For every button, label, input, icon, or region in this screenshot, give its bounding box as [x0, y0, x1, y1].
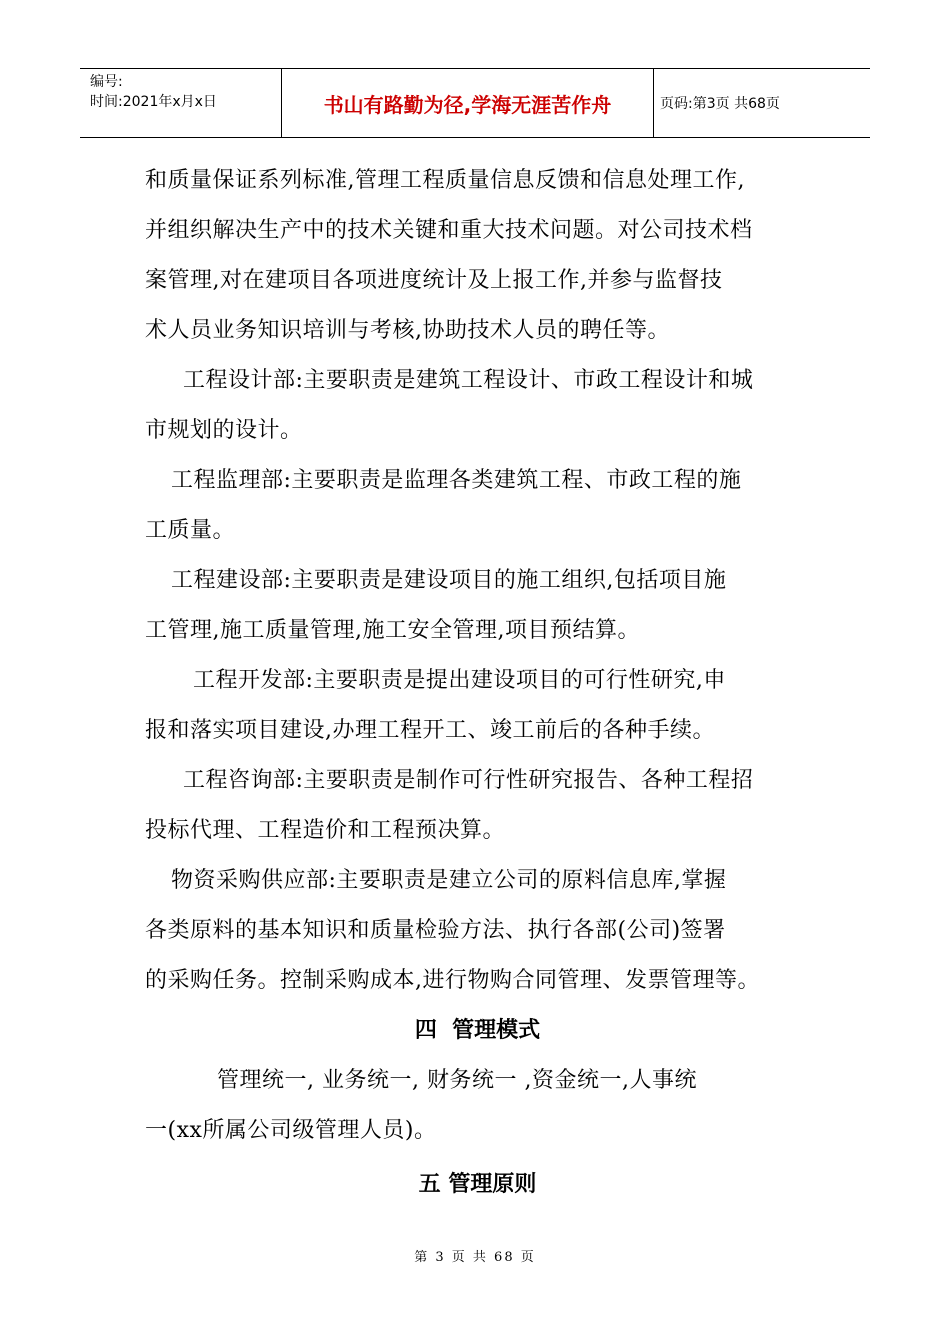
header-motto: 书山有路勤为径,学海无涯苦作舟	[282, 69, 654, 137]
body-line: 工程建设部:主要职责是建设项目的施工组织,包括项目施	[171, 568, 727, 593]
page-footer: 第 3 页 共 68 页	[414, 1250, 536, 1265]
body-line: 物资采购供应部:主要职责是建立公司的原料信息库,掌握	[171, 868, 727, 893]
body-line: 一(xx所属公司级管理人员)。	[145, 1118, 437, 1143]
section-heading-5: 五 管理原则	[418, 1172, 537, 1197]
body-line: 工管理,施工质量管理,施工安全管理,项目预结算。	[145, 618, 640, 643]
body-line: 管理统一, 业务统一, 财务统一 ,资金统一,人事统	[217, 1068, 697, 1093]
body-line: 工程咨询部:主要职责是制作可行性研究报告、各种工程招	[183, 768, 754, 793]
body-line: 的采购任务。控制采购成本,进行物购合同管理、发票管理等。	[145, 968, 760, 993]
header-page-info: 页码:第3页 共68页	[660, 96, 780, 112]
number-label: 编号:	[90, 74, 123, 90]
body-line: 案管理,对在建项目各项进度统计及上报工作,并参与监督技	[145, 268, 723, 293]
header-meta	[80, 69, 282, 137]
body-line: 和质量保证系列标准,管理工程质量信息反馈和信息处理工作,	[145, 168, 745, 193]
body-line: 投标代理、工程造价和工程预决算。	[145, 818, 506, 843]
body-line: 工质量。	[145, 518, 236, 543]
body-line: 市规划的设计。	[145, 418, 303, 443]
body-line: 工程设计部:主要职责是建筑工程设计、市政工程设计和城	[183, 368, 754, 393]
body-line: 报和落实项目建设,办理工程开工、竣工前后的各种手续。	[145, 718, 715, 743]
body-line: 术人员业务知识培训与考核,协助技术人员的聘任等。	[145, 318, 670, 343]
body-line: 各类原料的基本知识和质量检验方法、执行各部(公司)签署	[145, 918, 726, 943]
date-label: 时间:2021年x月x日	[90, 94, 217, 110]
body-line: 工程监理部:主要职责是监理各类建筑工程、市政工程的施	[171, 468, 742, 493]
body-line: 工程开发部:主要职责是提出建设项目的可行性研究,申	[193, 668, 726, 693]
body-line: 并组织解决生产中的技术关键和重大技术问题。对公司技术档	[145, 218, 753, 243]
page-header	[80, 68, 870, 138]
document-body	[145, 156, 810, 1210]
section-heading-4: 四 管理模式	[414, 1018, 541, 1043]
